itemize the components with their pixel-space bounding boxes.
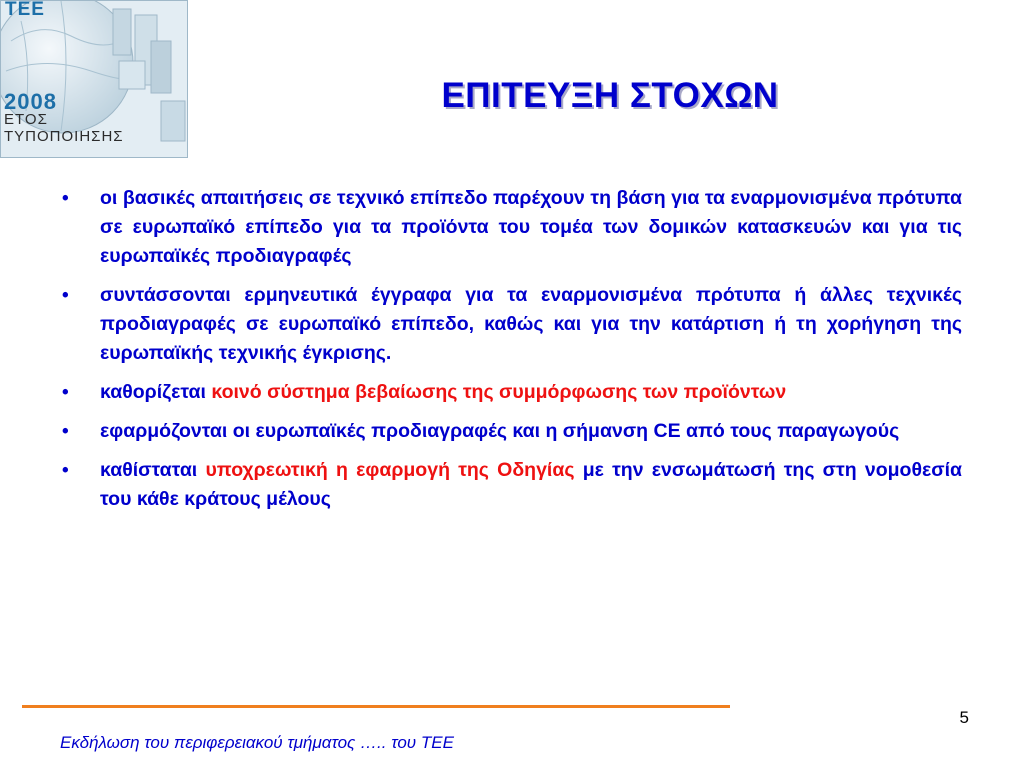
bullet-text: συντάσσονται ερμηνευτικά έγγραφα για τα εναρμονισμένα πρότυπα ή άλλες τεχνικές προδιαγραφές σε ευρωπαϊκό επίπεδο, καθώς και για την κατάρτιση ή τη χορήγηση της ευρωπαϊκής τεχνικής έγκρισης.	[100, 284, 962, 364]
footer-text: Εκδήλωση του περιφερειακού τμήματος ….. του ΤΕΕ	[60, 733, 454, 752]
bullet-icon: •	[62, 460, 69, 481]
bullet-text: καθίσταται	[100, 459, 206, 481]
footer-divider	[22, 705, 730, 708]
bullet-text: καθορίζεται	[100, 381, 212, 403]
logo-org-text: ΤΕΕ	[5, 0, 45, 20]
bullet-highlight: υποχρεωτική η εφαρμογή της Οδηγίας	[205, 459, 575, 481]
bullet-text: εφαρμόζονται οι ευρωπαϊκές προδιαγραφές και η σήμανση CE από τους παραγωγούς	[100, 420, 900, 442]
bullet-highlight: κοινό σύστημα βεβαίωσης της συμμόρφωσης των προϊόντων	[211, 381, 787, 403]
logo-year: 2008	[4, 89, 57, 114]
logo-line-1: ΕΤΟΣ	[4, 111, 48, 128]
bullet-icon: •	[62, 382, 69, 403]
bullet-icon: •	[62, 188, 69, 209]
bullet-text: οι βασικές απαιτήσεις σε τεχνικό επίπεδο παρέχουν τη βάση για τα εναρμονισμένα πρότυπα σε ευρωπαϊκό επίπεδο για τα προϊόντα του τομέα των δομικών κατασκευών και για τις ευρωπαϊκές προδιαγραφές	[100, 187, 962, 267]
bullet-list	[62, 184, 962, 524]
bullet-icon: •	[62, 285, 69, 306]
page-number: 5	[959, 708, 969, 727]
logo	[0, 0, 188, 158]
logo-line-2: ΤΥΠΟΠΟΙΗΣΗΣ	[4, 128, 124, 145]
slide-title: ΕΠΙΤΕΥΞΗ ΣΤΟΧΩΝ	[441, 76, 779, 115]
bullet-item	[62, 378, 962, 407]
bullet-item	[62, 417, 962, 446]
bullet-item	[62, 184, 962, 271]
bullet-text-tail: με την ενσωμάτωσή της στη νομοθεσία του κάθε κράτους μέλους	[100, 459, 962, 510]
bullet-item	[62, 456, 962, 514]
bullet-icon: •	[62, 421, 69, 442]
bullet-item	[62, 281, 962, 368]
